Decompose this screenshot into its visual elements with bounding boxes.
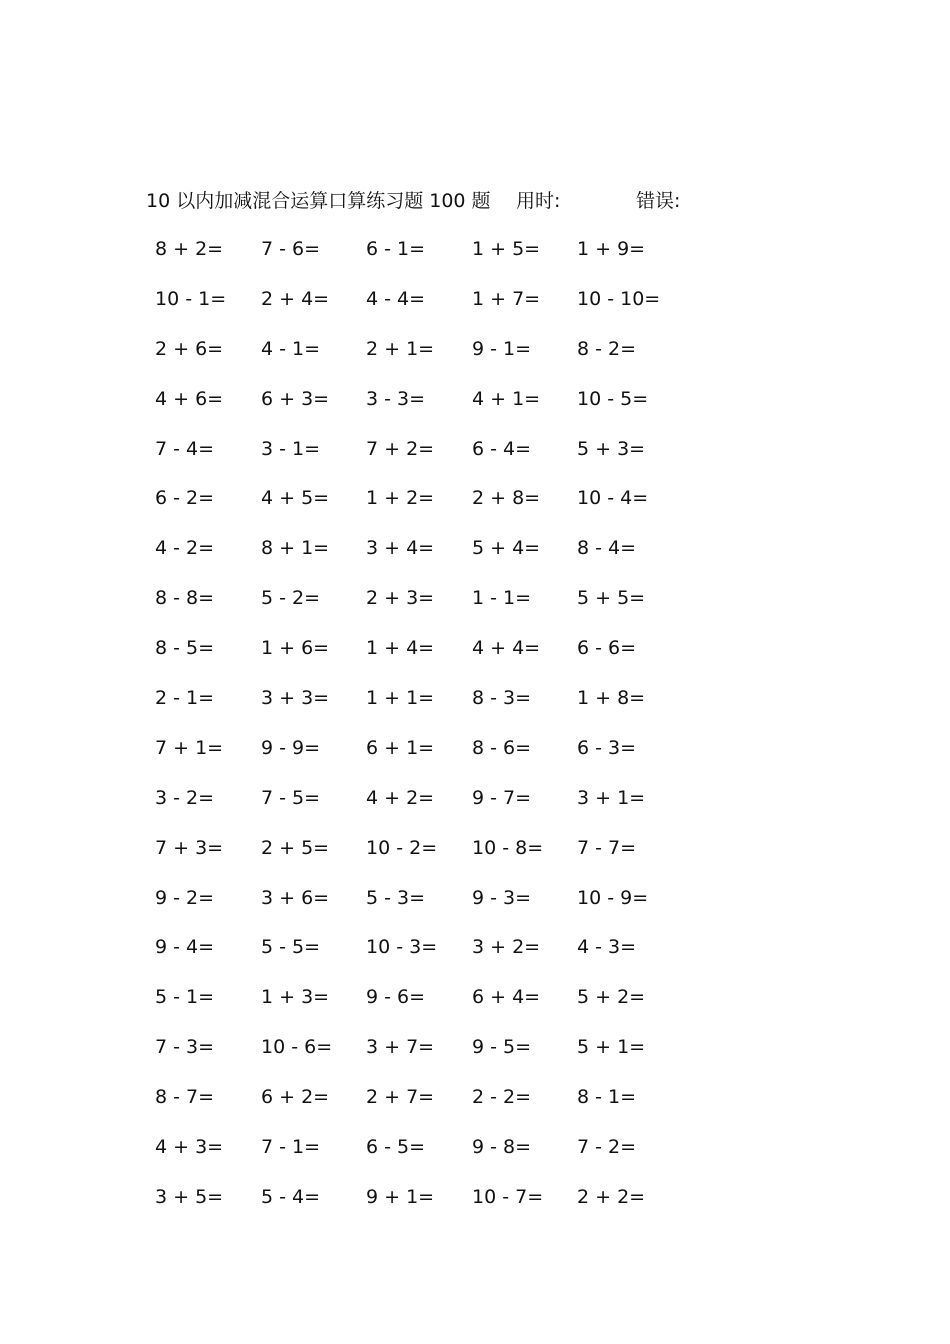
arithmetic-problem: 8 - 2= [577, 337, 637, 360]
arithmetic-problem: 2 + 7= [366, 1086, 435, 1109]
arithmetic-problem: 9 - 7= [472, 786, 532, 809]
arithmetic-problem: 6 - 2= [155, 487, 215, 510]
arithmetic-problem: 4 + 5= [261, 487, 330, 510]
arithmetic-problem: 1 + 8= [577, 687, 646, 710]
arithmetic-problem: 3 + 6= [261, 886, 330, 909]
arithmetic-problem: 4 - 3= [577, 936, 637, 959]
arithmetic-problem: 8 + 1= [261, 537, 330, 560]
arithmetic-problem: 2 - 2= [472, 1086, 532, 1109]
arithmetic-problem: 7 - 3= [155, 1036, 215, 1059]
arithmetic-problem: 4 + 2= [366, 786, 435, 809]
problem-row [150, 1180, 690, 1230]
arithmetic-problem: 6 - 1= [366, 238, 426, 260]
problem-row [150, 781, 690, 831]
problem-row [150, 1030, 690, 1080]
arithmetic-problem: 10 - 4= [577, 487, 649, 510]
arithmetic-problem: 7 - 2= [577, 1136, 637, 1159]
arithmetic-problem: 9 - 3= [472, 886, 532, 909]
problem-row [150, 1080, 690, 1130]
arithmetic-problem: 7 + 2= [366, 437, 435, 460]
arithmetic-problem: 7 + 3= [155, 836, 224, 859]
arithmetic-problem: 10 - 8= [472, 836, 544, 859]
problem-row [150, 881, 690, 931]
arithmetic-problem: 3 - 1= [261, 437, 321, 460]
problem-row [150, 232, 690, 282]
time-used-label: 用时: [516, 190, 561, 212]
problem-row [150, 731, 690, 781]
arithmetic-problem: 9 - 2= [155, 886, 215, 909]
arithmetic-problem: 1 + 1= [366, 687, 435, 710]
arithmetic-problem: 5 + 4= [472, 537, 541, 560]
arithmetic-problem: 2 + 2= [577, 1185, 646, 1208]
arithmetic-problem: 3 + 5= [155, 1185, 224, 1208]
problem-row [150, 531, 690, 581]
arithmetic-problem: 7 - 6= [261, 238, 321, 260]
problem-row [150, 432, 690, 482]
arithmetic-problem: 6 + 2= [261, 1086, 330, 1109]
arithmetic-problem: 5 - 1= [155, 986, 215, 1009]
arithmetic-problem: 9 - 5= [472, 1036, 532, 1059]
problem-row [150, 930, 690, 980]
problem-row [150, 1130, 690, 1180]
arithmetic-problem: 9 + 1= [366, 1185, 435, 1208]
arithmetic-problem: 5 - 4= [261, 1185, 321, 1208]
arithmetic-problem: 5 + 2= [577, 986, 646, 1009]
arithmetic-problem: 2 + 5= [261, 836, 330, 859]
arithmetic-problem: 2 + 6= [155, 337, 224, 360]
problem-row [150, 382, 690, 432]
arithmetic-problem: 9 - 4= [155, 936, 215, 959]
arithmetic-problem: 9 - 8= [472, 1136, 532, 1159]
arithmetic-problem: 8 - 6= [472, 736, 532, 759]
arithmetic-problem: 10 - 6= [261, 1036, 333, 1059]
arithmetic-problem: 1 + 3= [261, 986, 330, 1009]
arithmetic-problem: 7 + 1= [155, 736, 224, 759]
arithmetic-problem: 9 - 6= [366, 986, 426, 1009]
arithmetic-problem: 1 + 7= [472, 287, 541, 310]
arithmetic-problem: 3 + 1= [577, 786, 646, 809]
problem-row [150, 332, 690, 382]
problem-row [150, 282, 690, 332]
arithmetic-problem: 8 + 2= [155, 238, 224, 260]
arithmetic-problem: 8 - 5= [155, 637, 215, 660]
arithmetic-problem: 9 - 9= [261, 736, 321, 759]
arithmetic-problem: 6 - 3= [577, 736, 637, 759]
arithmetic-problem: 6 - 4= [472, 437, 532, 460]
errors-label: 错误: [636, 190, 681, 212]
worksheet-header [146, 186, 766, 216]
arithmetic-problem: 3 - 2= [155, 786, 215, 809]
arithmetic-problem: 10 - 1= [155, 287, 227, 310]
problem-row [150, 831, 690, 881]
arithmetic-problem: 5 + 5= [577, 587, 646, 610]
arithmetic-problem: 4 + 1= [472, 387, 541, 410]
arithmetic-problem: 4 + 6= [155, 387, 224, 410]
arithmetic-problem: 8 - 8= [155, 587, 215, 610]
arithmetic-problem: 1 + 6= [261, 637, 330, 660]
arithmetic-problem: 10 - 9= [577, 886, 649, 909]
problem-row [150, 681, 690, 731]
arithmetic-problem: 7 - 1= [261, 1136, 321, 1159]
arithmetic-problem: 3 + 2= [472, 936, 541, 959]
arithmetic-problem: 6 + 4= [472, 986, 541, 1009]
arithmetic-problem: 8 - 4= [577, 537, 637, 560]
arithmetic-problem: 8 - 1= [577, 1086, 637, 1109]
arithmetic-problem: 4 + 4= [472, 637, 541, 660]
arithmetic-problem: 1 + 4= [366, 637, 435, 660]
arithmetic-problem: 10 - 5= [577, 387, 649, 410]
arithmetic-problem: 2 + 3= [366, 587, 435, 610]
arithmetic-problem: 6 + 3= [261, 387, 330, 410]
problem-row [150, 481, 690, 531]
arithmetic-problem: 10 - 2= [366, 836, 438, 859]
arithmetic-problem: 2 + 8= [472, 487, 541, 510]
arithmetic-problem: 2 - 1= [155, 687, 215, 710]
arithmetic-problem: 8 - 7= [155, 1086, 215, 1109]
arithmetic-problem: 7 - 7= [577, 836, 637, 859]
arithmetic-problem: 10 - 7= [472, 1185, 544, 1208]
arithmetic-problem: 5 - 5= [261, 936, 321, 959]
arithmetic-problem: 6 + 1= [366, 736, 435, 759]
arithmetic-problem: 10 - 3= [366, 936, 438, 959]
problem-grid [150, 232, 690, 1230]
arithmetic-problem: 3 + 7= [366, 1036, 435, 1059]
arithmetic-problem: 4 + 3= [155, 1136, 224, 1159]
arithmetic-problem: 4 - 2= [155, 537, 215, 560]
arithmetic-problem: 2 + 1= [366, 337, 435, 360]
arithmetic-problem: 5 - 3= [366, 886, 426, 909]
arithmetic-problem: 3 + 3= [261, 687, 330, 710]
arithmetic-problem: 5 - 2= [261, 587, 321, 610]
arithmetic-problem: 4 - 4= [366, 287, 426, 310]
arithmetic-problem: 1 + 2= [366, 487, 435, 510]
arithmetic-problem: 7 - 5= [261, 786, 321, 809]
arithmetic-problem: 2 + 4= [261, 287, 330, 310]
arithmetic-problem: 10 - 10= [577, 287, 661, 310]
arithmetic-problem: 7 - 4= [155, 437, 215, 460]
arithmetic-problem: 5 + 1= [577, 1036, 646, 1059]
arithmetic-problem: 3 - 3= [366, 387, 426, 410]
arithmetic-problem: 5 + 3= [577, 437, 646, 460]
arithmetic-problem: 6 - 6= [577, 637, 637, 660]
arithmetic-problem: 8 - 3= [472, 687, 532, 710]
arithmetic-problem: 1 - 1= [472, 587, 532, 610]
problem-row [150, 980, 690, 1030]
arithmetic-problem: 4 - 1= [261, 337, 321, 360]
worksheet-title: 10 以内加减混合运算口算练习题 100 题 [146, 190, 491, 212]
problem-row [150, 631, 690, 681]
arithmetic-problem: 9 - 1= [472, 337, 532, 360]
arithmetic-problem: 3 + 4= [366, 537, 435, 560]
problem-row [150, 581, 690, 631]
arithmetic-problem: 1 + 9= [577, 238, 646, 260]
arithmetic-problem: 6 - 5= [366, 1136, 426, 1159]
arithmetic-problem: 1 + 5= [472, 238, 541, 260]
